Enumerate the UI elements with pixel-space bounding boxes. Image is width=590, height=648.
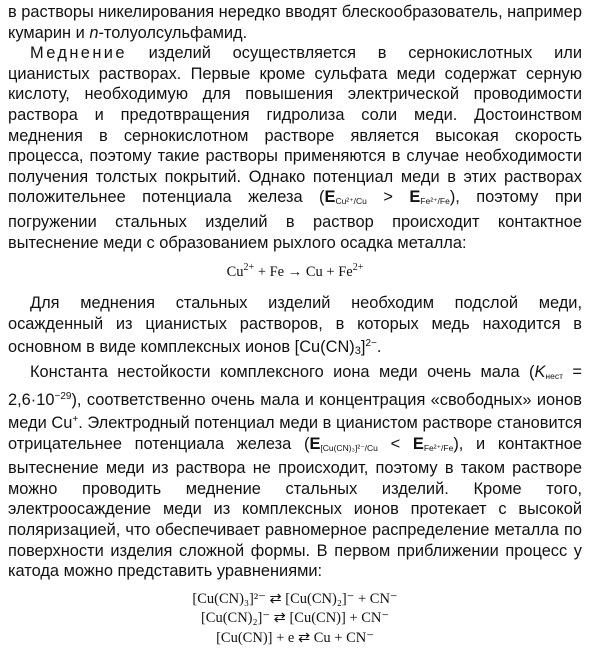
constant-text-end: ), и контактное вытеснение меди из раствора не происходит, поэтому в таком растворе можно проводить меднение стальных изделий. Кроме того, электроосаждение меди из комплексных ионов протекает с высокой поляризацией, что обеспечивает равномерное распределение металла по поверхности изделия сложной формы. В первом приближении процесс у катода можно представить уравнениями: [8,434,582,581]
cathode-equations [8,590,582,648]
eq-fe-charge: 2+ [352,262,364,274]
para-prefix: n [89,23,99,42]
intro-paragraph [8,2,582,43]
eq-cu: Cu [226,264,244,281]
steel-bracket: ] [360,338,366,357]
constant-text-3: . Электродный потенциал меди в цианистом растворе становится отрицательнее потенциала железа ( [8,414,582,453]
copper-text: изделий осуществляется в сернокислотных или цианистых растворах. Первые кроме сульфата меди содержат серную кислоту, необходимую для повышения электрической проводимости раствора и предотвращения гидролиза соли меди. Достоинством меднения в сернокислотном растворе является высокая скорость процесса, поэтому такие растворы применяются в случае необходимости получения толстых покрытий. Однако потенциал меди в этих растворах положительнее потенциала железа ( [8,44,582,207]
greater-than: > [366,188,410,207]
steel-text: Для меднения стальных изделий необходим подслой меди, осажденный из цианистых растворов, в которых медь находится в основном в виде комплексных ионов [Cu(CN) [8,294,582,357]
equation-line: [Cu(CN)] + e ⇄ Cu + CN⁻ [216,629,374,646]
potential-symbol: E [309,434,321,453]
potential-sub-fe: Fe²⁺/Fe [420,196,450,207]
less-than: < [377,434,413,453]
constant-symbol: K [534,362,546,381]
potential-symbol: E [409,188,421,207]
cu-ion-charge: + [72,414,79,426]
instability-constant-paragraph [8,362,582,582]
potential-sub-fe: Fe²⁺/Fe [423,442,454,453]
potential-symbol: E [412,434,424,453]
equation-line: [Cu(CN)₂]⁻ ⇄ [Cu(CN)] + CN⁻ [200,610,390,627]
term-copper-plating: Меднение [30,44,127,63]
steel-sub: 3 [354,345,361,358]
equation-line: [Cu(CN)₃]²⁻ ⇄ [Cu(CN)₂]⁻ + CN⁻ [192,590,398,607]
eq-middle: + Fe → Cu + Fe [254,264,353,281]
intro-text-end: -толуолсульфамид. [98,23,248,42]
eq-cu-charge: 2+ [243,262,255,274]
constant-exponent: −29 [54,390,72,402]
potential-symbol: E [324,188,336,207]
copper-text-end: ), поэтому при погружении стальных изделий в раствор происходит контактное вытеснение меди с образованием рыхлого осадка металла: [8,188,582,252]
steel-plating-paragraph [8,293,582,362]
constant-value: = 2,6·10 [8,362,582,409]
intro-text: в растворы никелирования нередко вводят блескообразователь, например кумарин и [8,3,582,42]
equation-contact-displacement [8,257,582,283]
constant-text-2: ), соответственно очень мала и концентрация «свободных» ионов меди Cu [8,390,582,433]
steel-text-end: . [376,338,382,357]
constant-text: Константа нестойкости комплексного иона меди очень мала ( [30,362,535,381]
potential-sub-cu: Cu²⁺/Cu [335,196,367,207]
potential-sub-complex: [Cu(CN)₃]²⁻/Cu [320,442,378,453]
copper-plating-paragraph [8,43,582,253]
constant-sub: нест [545,370,563,381]
steel-charge: 2− [365,338,377,350]
